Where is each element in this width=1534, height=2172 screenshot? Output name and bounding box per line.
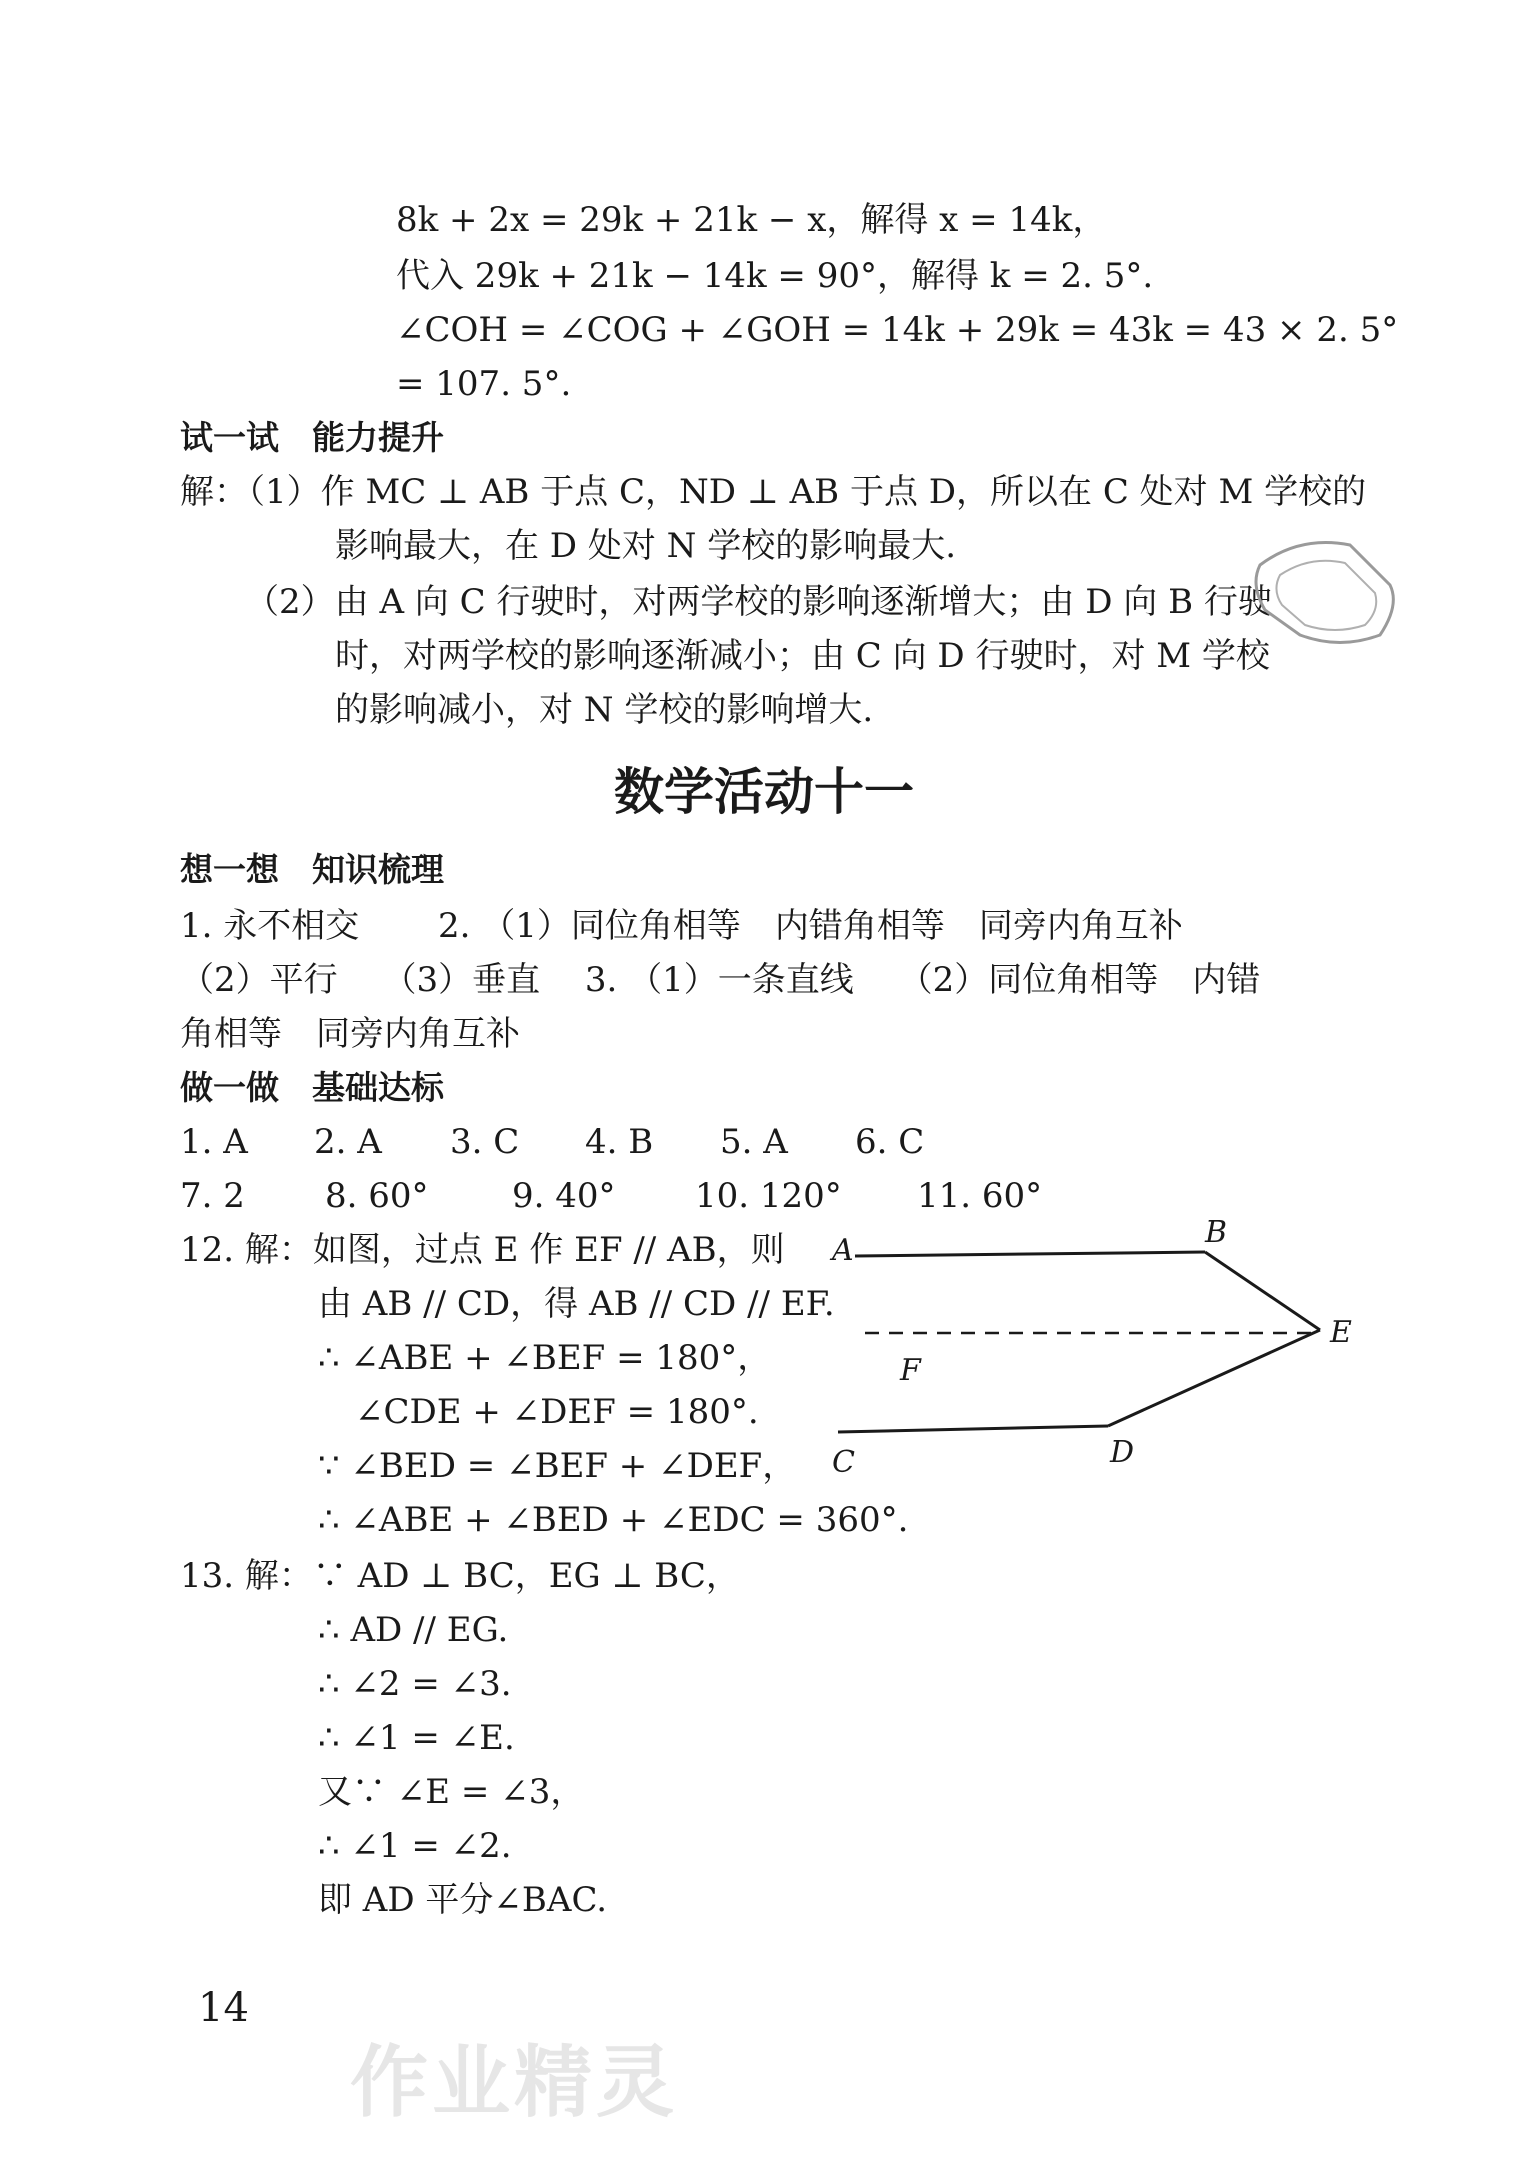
- solution-line: 8k + 2x = 29k + 21k − x，解得 x = 14k，: [396, 200, 1107, 240]
- q12-figure: [820, 1210, 1380, 1510]
- answer-item: 4. B: [585, 1122, 654, 1162]
- try-line: 的影响减小，对 N 学校的影响增大.: [335, 690, 874, 730]
- q12-line: ∴ ∠ABE + ∠BED + ∠EDC = 360°.: [318, 1500, 909, 1540]
- activity-title: 数学活动十一: [614, 763, 914, 821]
- think-line: 1. 永不相交 2. （1）同位角相等 内错角相等 同旁内角互补: [180, 906, 1183, 946]
- label-b: B: [1205, 1215, 1228, 1250]
- answer-item: 3. C: [450, 1122, 520, 1162]
- label-a: A: [832, 1233, 854, 1268]
- answer-item: 6. C: [855, 1122, 925, 1162]
- stamp-icon: [1240, 525, 1410, 655]
- solution-line: ∠COH = ∠COG + ∠GOH = 14k + 29k = 43k = 43 × 2. 5°: [396, 310, 1399, 350]
- page-number: 14: [198, 1985, 249, 2031]
- answer-item: 11. 60°: [917, 1176, 1043, 1216]
- try-line: 影响最大，在 D 处对 N 学校的影响最大.: [335, 526, 957, 566]
- line-be: [1205, 1252, 1320, 1330]
- q12-line: ∵ ∠BED = ∠BEF + ∠DEF，: [318, 1446, 797, 1486]
- q13-line: ∴ ∠2 = ∠3.: [318, 1664, 512, 1704]
- q12-line: ∴ ∠ABE + ∠BEF = 180°，: [318, 1338, 772, 1378]
- answer-item: 5. A: [720, 1122, 788, 1162]
- watermark: 作业精灵: [350, 2038, 679, 2128]
- q12-line: 12. 解：如图，过点 E 作 EF // AB，则: [180, 1230, 785, 1270]
- q12-line: ∠CDE + ∠DEF = 180°.: [355, 1392, 759, 1432]
- q13-line: ∴ ∠1 = ∠2.: [318, 1826, 512, 1866]
- q13-line: 即 AD 平分∠BAC.: [318, 1880, 608, 1920]
- section-heading-do: 做一做 基础达标: [180, 1068, 444, 1107]
- answer-item: 10. 120°: [695, 1176, 842, 1216]
- think-line: 角相等 同旁内角互补: [180, 1014, 520, 1054]
- label-c: C: [832, 1445, 855, 1480]
- section-heading-try: 试一试 能力提升: [180, 418, 444, 457]
- answer-item: 1. A: [180, 1122, 248, 1162]
- try-line: 解：（1）作 MC ⊥ AB 于点 C，ND ⊥ AB 于点 D，所以在 C 处对 M 学校的: [180, 472, 1367, 512]
- solution-line: = 107. 5°.: [396, 364, 572, 404]
- q13-line: ∴ ∠1 = ∠E.: [318, 1718, 515, 1758]
- label-d: D: [1110, 1435, 1135, 1470]
- q12-line: 由 AB // CD，得 AB // CD // EF.: [318, 1284, 835, 1324]
- line-cd: [838, 1426, 1108, 1432]
- answer-item: 9. 40°: [512, 1176, 616, 1216]
- label-f: F: [900, 1353, 921, 1388]
- section-heading-think: 想一想 知识梳理: [180, 850, 444, 889]
- try-line: （2）由 A 向 C 行驶时，对两学校的影响逐渐增大；由 D 向 B 行驶: [245, 582, 1272, 622]
- answer-item: 8. 60°: [325, 1176, 429, 1216]
- label-e: E: [1330, 1315, 1352, 1350]
- q13-line: 13. 解：∵ AD ⊥ BC，EG ⊥ BC，: [180, 1556, 740, 1596]
- solution-line: 代入 29k + 21k − 14k = 90°，解得 k = 2. 5°.: [396, 256, 1154, 296]
- q13-line: 又∵ ∠E = ∠3，: [318, 1772, 585, 1812]
- try-line: 时，对两学校的影响逐渐减小；由 C 向 D 行驶时，对 M 学校: [335, 636, 1270, 676]
- answer-item: 7. 2: [180, 1176, 245, 1216]
- line-ab: [855, 1252, 1205, 1256]
- answer-item: 2. A: [314, 1122, 382, 1162]
- think-line: （2）平行 （3）垂直 3. （1）一条直线 （2）同位角相等 内错: [180, 960, 1261, 1000]
- q13-line: ∴ AD // EG.: [318, 1610, 509, 1650]
- line-ed: [1108, 1330, 1320, 1426]
